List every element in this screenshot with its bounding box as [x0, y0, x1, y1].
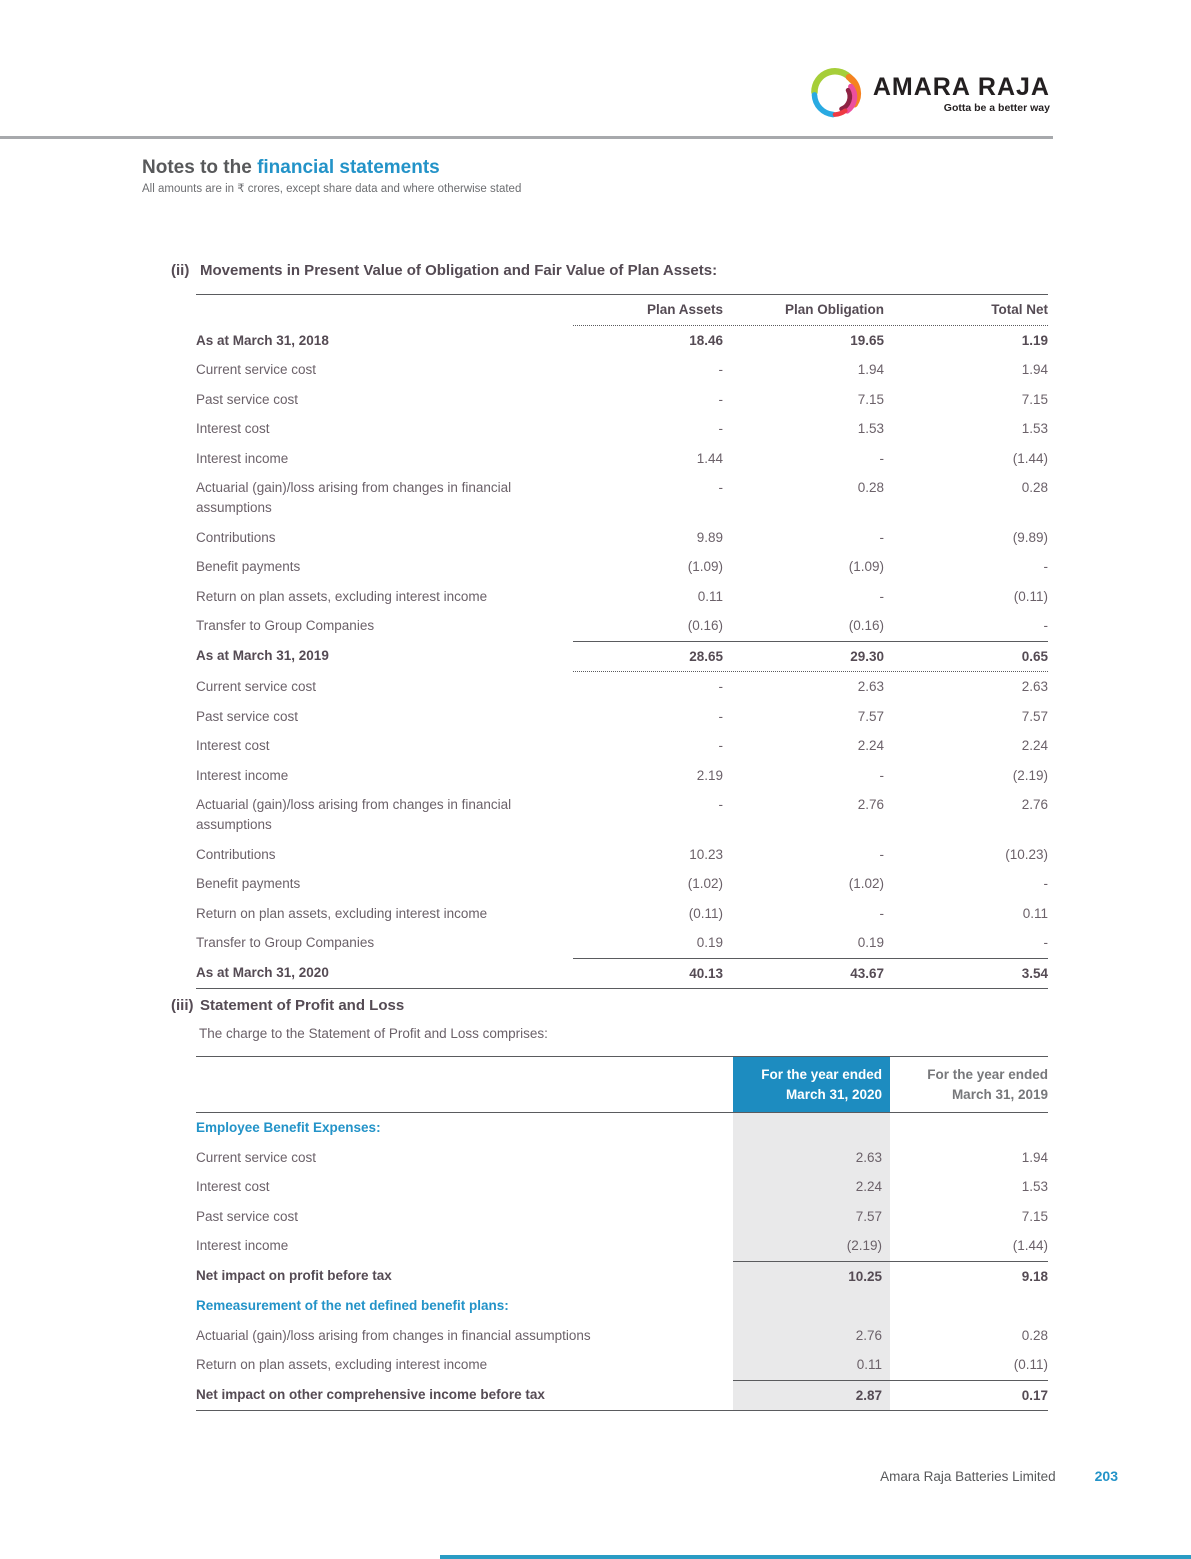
- row-label: As at March 31, 2019: [196, 647, 329, 663]
- table-row: [196, 672, 1048, 702]
- cell: (10.23): [1005, 846, 1048, 862]
- cell: 9.89: [696, 529, 723, 545]
- table-header-row: [196, 1056, 1048, 1113]
- cell: [890, 1291, 1048, 1321]
- cell: 7.57: [1021, 708, 1048, 724]
- cell: 0.17: [1021, 1387, 1048, 1403]
- row-label: Interest cost: [196, 738, 270, 753]
- cell: (0.16): [848, 618, 884, 633]
- cell: 2.19: [696, 767, 723, 783]
- table-row: [196, 523, 1048, 553]
- row-label: Employee Benefit Expenses:: [196, 1120, 381, 1135]
- page-subtitle: All amounts are in ₹ crores, except share data and where otherwise stated: [142, 183, 522, 195]
- cell: 10.23: [689, 846, 723, 862]
- cell: -: [718, 738, 723, 753]
- cell: 0.28: [1021, 1327, 1048, 1343]
- brand-logo: [807, 66, 1050, 122]
- cell: -: [879, 588, 884, 604]
- table-row: [196, 582, 1048, 612]
- cell: (1.44): [1012, 1238, 1048, 1253]
- column-header-line: For the year ended: [927, 1067, 1048, 1082]
- movements-table: [196, 294, 1048, 989]
- table-row: [196, 1143, 1048, 1173]
- table-row: [196, 444, 1048, 474]
- cell: (9.89): [1012, 529, 1048, 545]
- row-label: Current service cost: [196, 679, 317, 694]
- table-row: [196, 790, 1048, 840]
- row-label: Contributions: [196, 846, 276, 862]
- cell: (1.02): [687, 876, 723, 891]
- table-row: [196, 1172, 1048, 1202]
- cell: 1.44: [696, 450, 723, 466]
- cell: [890, 1113, 1048, 1143]
- row-label: Contributions: [196, 529, 276, 545]
- cell: 40.13: [689, 965, 723, 981]
- cell: (1.09): [848, 559, 884, 574]
- column-header-total-net: Total Net: [991, 302, 1048, 317]
- table-row: [196, 326, 1048, 356]
- cell: 1.94: [1021, 362, 1048, 377]
- cell: 0.19: [696, 935, 723, 950]
- cell: 2.24: [1021, 738, 1048, 753]
- cell: 2.87: [733, 1381, 890, 1411]
- table-row: [196, 473, 1048, 523]
- page-title-highlight: financial statements: [257, 157, 440, 178]
- row-label: Past service cost: [196, 391, 299, 407]
- section-iii-heading-text: Statement of Profit and Loss: [200, 997, 405, 1014]
- cell: -: [879, 767, 884, 783]
- table-row-total: [196, 958, 1048, 990]
- page-footer: [880, 1468, 1118, 1484]
- cell: (1.02): [848, 876, 884, 891]
- cell: (0.11): [1013, 588, 1048, 604]
- row-label: Return on plan assets, excluding interest income: [196, 588, 488, 604]
- table-row: [196, 869, 1048, 899]
- cell: [733, 1291, 890, 1321]
- table-row: [196, 1350, 1048, 1380]
- row-label: Return on plan assets, excluding interest income: [196, 1357, 488, 1372]
- row-label: Return on plan assets, excluding interest income: [196, 905, 488, 921]
- cell: -: [1043, 876, 1048, 891]
- cell: -: [879, 450, 884, 466]
- table-row: [196, 899, 1048, 929]
- section-ii-marker: (ii): [171, 262, 190, 279]
- cell: -: [718, 679, 723, 694]
- row-label: As at March 31, 2020: [196, 964, 329, 980]
- cell: (2.19): [1012, 767, 1048, 783]
- footer-accent-bar: [440, 1555, 1191, 1559]
- table-row: [196, 731, 1048, 761]
- cell: 0.11: [733, 1350, 890, 1380]
- cell: 0.11: [1022, 905, 1048, 921]
- table-row-total: [196, 1261, 1048, 1292]
- cell: 7.57: [733, 1202, 890, 1232]
- cell: 1.53: [857, 421, 884, 436]
- section-iii-heading: [171, 997, 404, 1014]
- cell: 2.76: [857, 797, 884, 812]
- cell: 18.46: [689, 332, 723, 348]
- row-label: Benefit payments: [196, 876, 301, 891]
- cell: 1.19: [1021, 332, 1048, 348]
- cell: -: [718, 708, 723, 724]
- cell: 19.65: [850, 332, 884, 348]
- page-number: 203: [1094, 1468, 1118, 1484]
- cell: 0.28: [857, 480, 884, 495]
- column-header-fy2019: [890, 1057, 1048, 1112]
- cell: 0.19: [857, 935, 884, 950]
- cell: (0.11): [1013, 1357, 1048, 1372]
- cell: 9.18: [1021, 1268, 1048, 1284]
- table-row-section: [196, 1113, 1048, 1143]
- table-row-subtotal: [196, 641, 1048, 673]
- cell: 10.25: [733, 1262, 890, 1292]
- row-label: Interest income: [196, 1238, 289, 1253]
- table-row: [196, 355, 1048, 385]
- table-row: [196, 385, 1048, 415]
- row-label: Past service cost: [196, 708, 299, 724]
- cell: 0.65: [1021, 648, 1048, 664]
- cell: -: [718, 362, 723, 377]
- table-row-total: [196, 1380, 1048, 1412]
- row-label: Remeasurement of the net defined benefit plans:: [196, 1298, 509, 1313]
- row-label: Interest cost: [196, 421, 270, 436]
- cell: 2.24: [733, 1172, 890, 1202]
- table-row: [196, 1231, 1048, 1261]
- cell: 1.53: [1021, 1179, 1048, 1194]
- amara-raja-logo-icon: [807, 66, 863, 122]
- profit-loss-table: [196, 1056, 1048, 1411]
- column-header-line: For the year ended: [761, 1067, 882, 1082]
- cell: 2.76: [733, 1321, 890, 1351]
- header-cell-empty: [196, 295, 573, 326]
- table-header-row: [196, 294, 1048, 326]
- column-header-plan-obligation: Plan Obligation: [784, 302, 884, 317]
- header-divider: [0, 136, 1053, 139]
- header-cell-empty: [196, 1057, 733, 1112]
- cell: 43.67: [850, 965, 884, 981]
- cell: 28.65: [689, 648, 723, 664]
- cell: 2.63: [733, 1143, 890, 1173]
- cell: [733, 1113, 890, 1143]
- table-row: [196, 611, 1048, 641]
- cell: 1.94: [857, 362, 884, 377]
- column-header-line: March 31, 2020: [785, 1087, 882, 1102]
- table-row: [196, 928, 1048, 958]
- cell: 0.11: [697, 588, 723, 604]
- cell: -: [1043, 618, 1048, 633]
- cell: -: [1043, 559, 1048, 574]
- cell: 7.15: [857, 391, 884, 407]
- column-header-fy2020: [733, 1057, 890, 1112]
- row-label: Net impact on other comprehensive income before tax: [196, 1386, 545, 1402]
- row-label: Interest income: [196, 450, 289, 466]
- row-label: Benefit payments: [196, 559, 301, 574]
- cell: -: [718, 480, 723, 495]
- table-row-section: [196, 1291, 1048, 1321]
- cell: 7.15: [1021, 391, 1048, 407]
- page-title: [142, 157, 521, 179]
- cell: 1.94: [1021, 1149, 1048, 1165]
- page-title-prefix: Notes to the: [142, 157, 258, 178]
- row-label: Interest cost: [196, 1179, 270, 1194]
- table-row: [196, 840, 1048, 870]
- cell: 2.63: [857, 679, 884, 694]
- row-label: Actuarial (gain)/loss arising from changes in financial assumptions: [196, 797, 512, 832]
- cell: 3.54: [1021, 965, 1048, 981]
- cell: (0.16): [687, 618, 723, 633]
- row-label: Current service cost: [196, 362, 317, 377]
- cell: -: [1043, 935, 1048, 950]
- table-row: [196, 1202, 1048, 1232]
- cell: -: [718, 797, 723, 812]
- footer-company-name: Amara Raja Batteries Limited: [880, 1469, 1056, 1484]
- column-header-plan-assets: Plan Assets: [646, 302, 723, 317]
- cell: (0.11): [688, 905, 723, 921]
- table-row: [196, 552, 1048, 582]
- table-row: [196, 761, 1048, 791]
- row-label: Net impact on profit before tax: [196, 1267, 392, 1283]
- cell: 29.30: [850, 648, 884, 664]
- section-ii-heading-text: Movements in Present Value of Obligation and Fair Value of Plan Assets:: [200, 262, 718, 279]
- title-block: [142, 157, 521, 195]
- section-iii-intro: The charge to the Statement of Profit and Loss comprises:: [199, 1026, 548, 1041]
- cell: (1.44): [1012, 450, 1048, 466]
- cell: -: [879, 846, 884, 862]
- row-label: Current service cost: [196, 1149, 317, 1165]
- table-row: [196, 702, 1048, 732]
- table-row: [196, 414, 1048, 444]
- section-iii-marker: (iii): [171, 997, 194, 1014]
- column-header-line: March 31, 2019: [951, 1087, 1048, 1102]
- cell: -: [879, 905, 884, 921]
- cell: -: [879, 529, 884, 545]
- cell: 7.15: [1021, 1208, 1048, 1224]
- section-ii-heading: [171, 262, 717, 279]
- cell: (2.19): [733, 1231, 890, 1261]
- row-label: As at March 31, 2018: [196, 332, 329, 348]
- row-label: Interest income: [196, 767, 289, 783]
- cell: 2.24: [857, 738, 884, 753]
- cell: -: [718, 421, 723, 436]
- row-label: Transfer to Group Companies: [196, 935, 375, 950]
- row-label: Transfer to Group Companies: [196, 618, 375, 633]
- cell: -: [718, 391, 723, 407]
- row-label: Actuarial (gain)/loss arising from changes in financial assumptions: [196, 1327, 591, 1343]
- brand-tagline: Gotta be a better way: [943, 102, 1050, 114]
- cell: 2.63: [1021, 679, 1048, 694]
- brand-text: [873, 74, 1050, 114]
- cell: (1.09): [687, 559, 723, 574]
- cell: 1.53: [1021, 421, 1048, 436]
- cell: 2.76: [1021, 797, 1048, 812]
- cell: 7.57: [857, 708, 884, 724]
- brand-name: AMARA RAJA: [872, 73, 1050, 101]
- row-label: Actuarial (gain)/loss arising from changes in financial assumptions: [196, 480, 512, 515]
- cell: 0.28: [1021, 480, 1048, 495]
- table-row: [196, 1321, 1048, 1351]
- row-label: Past service cost: [196, 1208, 299, 1224]
